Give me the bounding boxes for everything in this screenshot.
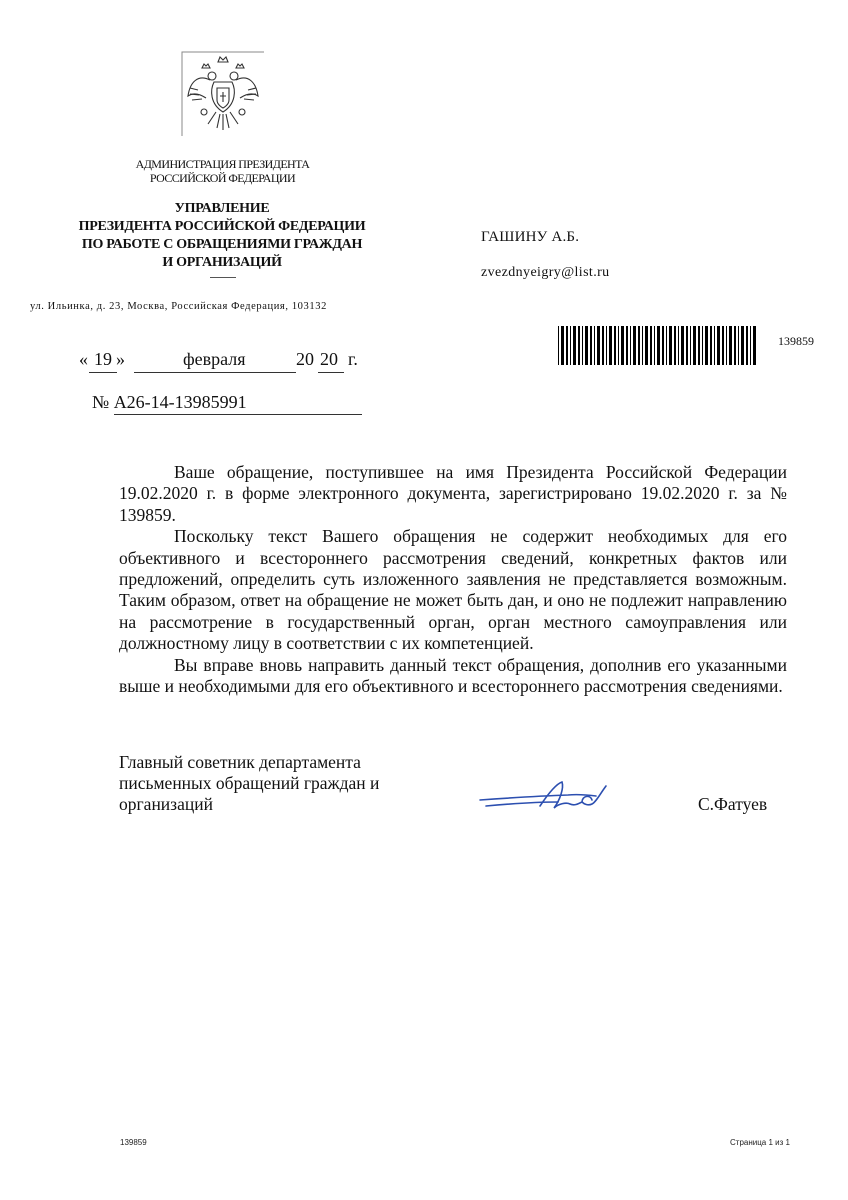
barcode-bar — [674, 326, 676, 365]
barcode-bar — [722, 326, 724, 365]
barcode-bar — [602, 326, 604, 365]
signatory-name: С.Фатуев — [698, 794, 768, 814]
org-line-1: АДМИНИСТРАЦИЯ ПРЕЗИДЕНТА — [135, 157, 310, 171]
barcode-bar — [566, 326, 568, 365]
barcode-bar — [614, 326, 616, 365]
barcode-bar — [657, 326, 660, 365]
barcode-bar — [678, 326, 679, 365]
barcode-bar — [561, 326, 564, 365]
barcode-bar — [729, 326, 732, 365]
barcode-bar — [686, 326, 688, 365]
registration-number — [92, 392, 247, 413]
barcode-bar — [741, 326, 744, 365]
signatory-title-line-2: письменных обращений граждан и — [119, 773, 380, 793]
dept-line-3: ПО РАБОТЕ С ОБРАЩЕНИЯМИ ГРАЖДАН — [81, 237, 363, 252]
body-paragraph-1: Ваше обращение, поступившее на имя Президента Российской Федерации 19.02.2020 г. в форме электронного документа, зарегистрировано 19.02.2020 г. за № 139859. — [119, 462, 787, 525]
org-line-2: РОССИЙСКОЙ ФЕДЕРАЦИИ — [149, 171, 296, 185]
barcode-bar — [693, 326, 696, 365]
recipient-email: zvezdnyeigry@list.ru — [481, 265, 610, 280]
barcode — [557, 326, 760, 365]
barcode-bar — [597, 326, 600, 365]
barcode-bar — [621, 326, 624, 365]
barcode-bar — [626, 326, 628, 365]
letterhead-address: ул. Ильинка, д. 23, Москва, Российская Федерация, 103132 — [30, 301, 327, 312]
letterhead-divider — [210, 277, 236, 278]
registration-underline — [114, 414, 362, 415]
signatory-title-line-3: организаций — [119, 794, 213, 814]
barcode-bar — [753, 326, 756, 365]
barcode-bar — [710, 326, 712, 365]
footer-page-number: Страница 1 из 1 — [730, 1138, 790, 1147]
date-month: февраля — [183, 349, 246, 369]
date-quote-close: » — [116, 349, 125, 369]
barcode-bar — [746, 326, 748, 365]
date-century: 20 — [296, 349, 314, 369]
barcode-bar — [606, 326, 607, 365]
barcode-bar — [726, 326, 727, 365]
organization-name — [100, 157, 345, 185]
barcode-bar — [570, 326, 571, 365]
barcode-bar — [705, 326, 708, 365]
barcode-bar — [698, 326, 700, 365]
barcode-bar — [590, 326, 592, 365]
barcode-bar — [573, 326, 576, 365]
barcode-bar — [669, 326, 672, 365]
barcode-bar — [642, 326, 643, 365]
date-year-suffix: г. — [348, 349, 358, 369]
date-month-underline — [134, 372, 296, 373]
registration-prefix: № — [92, 392, 110, 412]
footer-document-number: 139859 — [120, 1138, 147, 1147]
barcode-bar — [714, 326, 715, 365]
barcode-bar — [594, 326, 595, 365]
barcode-bar — [582, 326, 583, 365]
barcode-bar — [645, 326, 648, 365]
letter-body — [119, 462, 787, 697]
barcode-bar — [662, 326, 664, 365]
barcode-bar — [702, 326, 703, 365]
recipient-name: ГАШИНУ А.Б. — [481, 229, 580, 245]
body-paragraph-2: Поскольку текст Вашего обращения не содержит необходимых для его объективного и всестороннего рассмотрения сведений, конкретных фактов или предложений, определить суть изложенного заявления не представляется возможным. Таким образом, ответ на обращение не может быть дан, и оно не подлежит направлению на рассмотрение в государственный орган, орган местного самоуправления или должностному лицу в соответствии с их компетенцией. — [119, 526, 787, 654]
body-paragraph-3: Вы вправе вновь направить данный текст обращения, дополнив его указанными выше и необходимыми для его объективного и всестороннего рассмотрения сведениями. — [119, 654, 787, 697]
barcode-bar — [618, 326, 619, 365]
registration-value: А26-14-13985991 — [113, 392, 247, 412]
date-day: 19 — [94, 349, 112, 369]
barcode-bar — [690, 326, 691, 365]
barcode-bar — [630, 326, 631, 365]
dept-line-2: ПРЕЗИДЕНТА РОССИЙСКОЙ ФЕДЕРАЦИИ — [78, 219, 366, 234]
barcode-bar — [609, 326, 612, 365]
barcode-bar — [681, 326, 684, 365]
barcode-bar — [578, 326, 580, 365]
date-day-underline — [89, 372, 117, 373]
handwritten-signature — [478, 776, 618, 816]
dept-line-4: И ОРГАНИЗАЦИЙ — [162, 255, 282, 270]
signatory-title — [119, 752, 379, 815]
barcode-bar — [633, 326, 636, 365]
barcode-bar — [717, 326, 720, 365]
barcode-bar — [750, 326, 751, 365]
date-quote-open: « — [79, 349, 88, 369]
barcode-bar — [638, 326, 640, 365]
signatory-title-line-1: Главный советник департамента — [119, 752, 361, 772]
barcode-bar — [738, 326, 739, 365]
barcode-number: 139859 — [778, 334, 814, 348]
barcode-bar — [650, 326, 652, 365]
date-year-underline — [318, 372, 344, 373]
department-name — [42, 200, 402, 272]
coat-of-arms-emblem — [180, 50, 266, 138]
barcode-bar — [585, 326, 588, 365]
barcode-bar — [558, 326, 559, 365]
barcode-bar — [666, 326, 667, 365]
dept-line-1: УПРАВЛЕНИЕ — [174, 201, 270, 216]
date-year: 20 — [320, 349, 338, 369]
barcode-bar — [734, 326, 736, 365]
barcode-bar — [654, 326, 655, 365]
